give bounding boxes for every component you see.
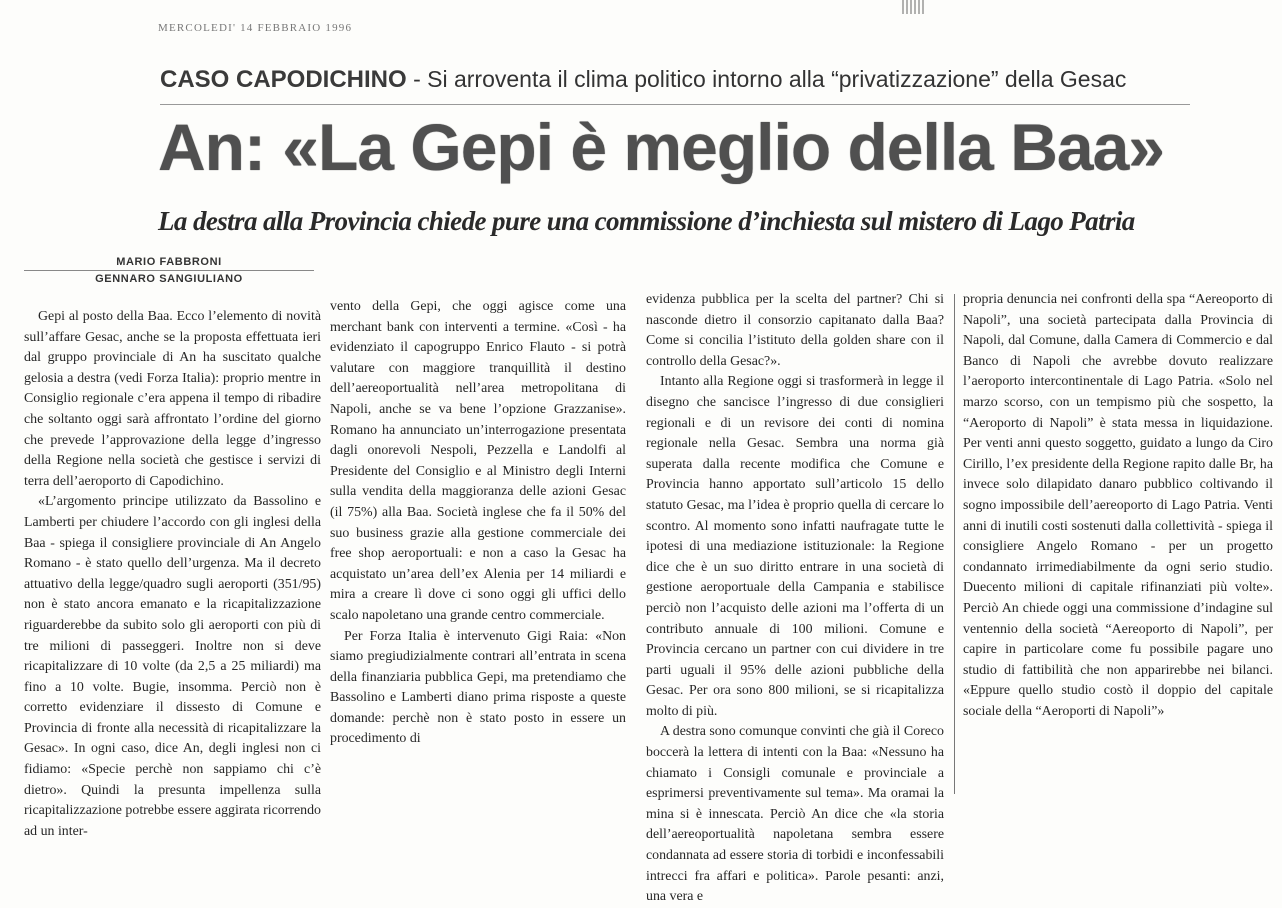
byline-2: GENNARO SANGIULIANO bbox=[95, 273, 243, 285]
column-3-paragraph-3: A destra sono comunque convinti che già il Coreco boccerà la lettera di intenti con la Baa: «Nessuno ha chiamato i Consigli comunale e provinciale a esprimersi preventivamente sul tema». Ma oramai la mina si è innescata. Perciò An dice che «la storia dell’aereoportualità napoletana sembra essere condannata ad essere storia di torbidi e inconfessabili intrecci fra affari e politica». Parole pesanti: anzi, una vera e bbox=[646, 724, 944, 905]
dateline: MERCOLEDI' 14 FEBBRAIO 1996 bbox=[158, 22, 353, 34]
column-1 bbox=[24, 307, 321, 842]
column-1-paragraph-1: Gepi al posto della Baa. Ecco l’elemento di novità sull’affare Gesac, anche se la proposta effettuata ieri dal gruppo provinciale di An ha suscitato qualche gelosia a destra (vedi Forza Italia): proprio mentre in Consiglio regionale c’era appena il tempo di ribadire che soltanto oggi sarà affrontato l’ordine del giorno che prevede l’approvazione della legge d’ingresso della Regione nella società che gestisce i servizi di terra dell’aeroporto di Capodichino. bbox=[24, 309, 321, 489]
column-1-paragraph-2: «L’argomento principe utilizzato da Bassolino e Lamberti per chiudere l’accordo con gli inglesi della Baa - spiega il consigliere provinciale di An Angelo Romano - è stato quello dell’urgenza. Ma il decreto attuativo della legge/quadro sugli aeroporti (351/95) non è stato ancora emanato e la ricapitalizzazione riguarderebbe da subito solo gli aeroporti con più di tre milioni di passeggeri. Inoltre non si deve ricapitalizzare di 10 volte (da 2,5 a 25 miliardi) ma fino a 10 volte. Bugie, insomma. Perciò non è corretto evidenziare il dissesto di Comune e Provincia di fronte alla necessità di ricapitalizzare la Gesac». In ogni caso, dice An, degli inglesi non ci fidiamo: «Specie perchè non sappiamo chi c’è dietro». Quindi la presunta impellenza sulla ricapitalizzazione potrebbe essere aggirata ricorrendo ad un inter- bbox=[24, 494, 321, 839]
kicker-text: - Si arroventa il clima politico intorno alla “privatizzazione” della Gesac bbox=[406, 66, 1127, 92]
kicker-case: CASO CAPODICHINO bbox=[160, 66, 407, 93]
column-4 bbox=[963, 290, 1273, 722]
column-2 bbox=[330, 297, 626, 750]
column-4-paragraph-1: propria denuncia nei confronti della spa “Aereoporto di Napoli”, una società partecipata dalla Provincia di Napoli, dal Comune, dalla Camera di Commercio e dal Banco di Napoli che avrebbe dovuto realizzare l’aeroporto intercontinentale di Lago Patria. «Solo nel marzo scorso, con un tempismo più che sospetto, la “Aeroporto di Napoli” è stata messa in liquidazione. Per venti anni questo soggetto, guidato a lungo da Ciro Cirillo, l’ex presidente della Regione rapito dalle Br, ha invece solo dilapidato danaro pubblico coltivando il sogno impossibile dell’aereoporto di Lago Patria. Venti anni di inutili costi sostenuti dalla collettività - spiega il consigliere Angelo Romano - per un progetto condannato irrimediabilmente da ogni serio studio. Duecento milioni di capitale rifinanziati più volte». Perciò An chiede oggi una commissione d’indagine sul ventennio della società “Aereoporto di Napoli”, per capire in particolare come fu possibile pagare uno studio di fattibilità che non apparirebbe nei bilanci. «Eppure quello studio costò il doppio del capitale sociale della “Aeroporti di Napoli”» bbox=[963, 292, 1273, 719]
byline-1: MARIO FABBRONI bbox=[116, 256, 222, 268]
column-3 bbox=[646, 290, 944, 908]
column-3-paragraph-1: evidenza pubblica per la scelta del partner? Chi si nasconde dietro il consorzio capitanato dalla Baa? Come si concilia l’istituto della golden share con il controllo della Gesac?». bbox=[646, 292, 944, 369]
headline: An: «La Gepi è meglio della Baa» bbox=[158, 110, 1164, 184]
subhead: La destra alla Provincia chiede pure una commissione d’inchiesta sul mistero di Lago Patria bbox=[158, 206, 1135, 236]
column-divider bbox=[954, 294, 955, 794]
bylines bbox=[24, 254, 314, 287]
column-2-paragraph-1: vento della Gepi, che oggi agisce come una merchant bank con interventi a termine. «Così - ha evidenziato il capogruppo Enrico Flauto - si potrà valutare con maggiore tranquillità il destino dell’aereoportualità nell’area metropolitana di Napoli, anche se va bene l’opzione Grazzanise». Romano ha annunciato un’interrogazione presentata dagli onorevoli Nespoli, Pezzella e Landolfi al Presidente del Consiglio e al Ministro degli Interni sulla vendita della maggioranza delle azioni Gesac (il 75%) alla Baa. Società inglese che fa il 50% del suo business grazie alla gestione commerciale dei free shop aeroportuali: e non a caso la Gesac ha acquistato un’area dell’ex Alenia per 14 miliardi e mira a creare lì dove ci sono oggi gli uffici dello scalo napoletano una grande centro commerciale. bbox=[330, 299, 626, 623]
kicker bbox=[160, 66, 1190, 94]
column-2-paragraph-2: Per Forza Italia è intervenuto Gigi Raia: «Non siamo pregiudizialmente contrari all’entrata in scena della finanziaria pubblica Gepi, ma pretendiamo che Bassolino e Lamberti diano prima risposte a queste domande: perchè non è stato posto in essere un procedimento di bbox=[330, 628, 626, 747]
scan-mark bbox=[902, 0, 924, 14]
kicker-rule bbox=[160, 104, 1190, 105]
column-3-paragraph-2: Intanto alla Regione oggi si trasformerà in legge il disegno che sancisce l’ingresso di due consiglieri regionali e di un revisore dei conti di nomina regionale nella Gesac. Sembra una norma già superata dalla recente modifica che Comune e Provincia hanno apportato sull’articolo 15 dello statuto Gesac, ma l’idea è proprio quella di cercare lo scontro. Al momento sono infatti naufragate tutte le ipotesi di una mediazione istituzionale: la Regione dice che è un suo diritto entrare in una società di gestione aeroportuale della Campania e stabilisce perciò non l’acquisto delle azioni ma l’offerta di un contributo annuale di 100 milioni. Comune e Provincia cercano un partner con cui dividere in tre parti uguali il 95% delle azioni pubbliche della Gesac. Per ora sono 800 milioni, se si ricapitalizza molto di più. bbox=[646, 374, 944, 719]
